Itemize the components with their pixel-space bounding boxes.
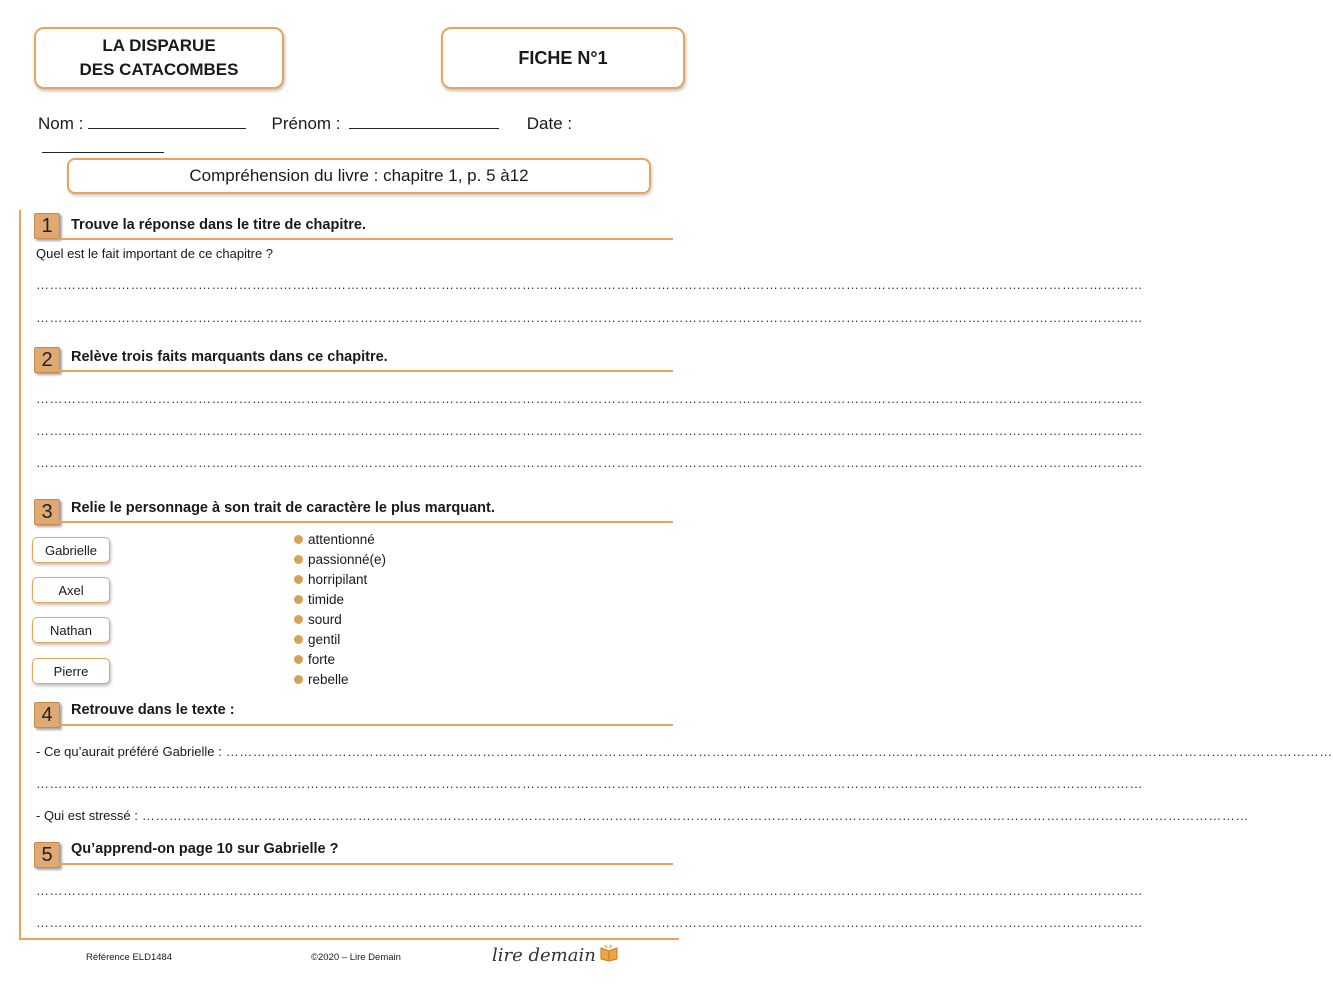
fiche-box xyxy=(441,27,685,89)
question-4-title: Retrouve dans le texte : xyxy=(71,702,235,718)
chapter-box xyxy=(67,158,651,194)
student-fields xyxy=(38,110,683,134)
trait-item[interactable]: forte xyxy=(294,649,494,669)
prenom-field[interactable] xyxy=(349,110,499,129)
answer-line[interactable]: ………………………………………………………………………………………………………………………………………………………………………………………………………………………… xyxy=(36,883,1143,898)
answer-line[interactable]: ………………………………………………………………………………………………………………………………………………………………………………………………………………………… xyxy=(225,744,1333,759)
character-axel[interactable]: Axel xyxy=(32,577,110,603)
bullet-dot-icon xyxy=(294,655,303,664)
bullet-dot-icon xyxy=(294,555,303,564)
prenom-label: Prénom : xyxy=(271,114,341,133)
answer-line[interactable]: ………………………………………………………………………………………………………………………………………………………………………………………………………………………… xyxy=(36,277,1143,292)
question-2-title: Relève trois faits marquants dans ce chapitre. xyxy=(71,349,388,365)
question-4-line-2 xyxy=(36,808,1249,823)
date-label: Date : xyxy=(526,114,573,133)
question-3-title: Relie le personnage à son trait de caractère le plus marquant. xyxy=(71,500,495,516)
trait-item[interactable]: rebelle xyxy=(294,669,494,689)
lire-demain-logo xyxy=(492,944,619,967)
question-1-title: Trouve la réponse dans le titre de chapitre. xyxy=(71,217,366,233)
footer-copyright: ©2020 – Lire Demain xyxy=(311,952,401,963)
logo-text: lire demain xyxy=(492,945,596,966)
chapter-label: Compréhension du livre : chapitre 1, p. 5 à12 xyxy=(189,166,529,185)
book-title-line1: LA DISPARUE xyxy=(102,36,216,55)
question-3-number: 3 xyxy=(34,499,60,525)
question-1-rule xyxy=(58,238,673,240)
answer-line[interactable]: ………………………………………………………………………………………………………………………………………………………………………………………………………………………… xyxy=(141,808,1249,823)
question-5-number: 5 xyxy=(34,842,60,868)
nom-label: Nom : xyxy=(38,114,84,133)
character-gabrielle[interactable]: Gabrielle xyxy=(32,537,110,563)
answer-line[interactable]: ………………………………………………………………………………………………………………………………………………………………………………………………………………………… xyxy=(36,455,1143,470)
traits-list xyxy=(294,529,494,689)
question-5-rule xyxy=(58,863,673,865)
trait-item[interactable]: gentil xyxy=(294,629,494,649)
date-field[interactable] xyxy=(42,134,164,153)
question-2-number: 2 xyxy=(34,347,60,373)
bullet-dot-icon xyxy=(294,535,303,544)
question-4-prompt-2: - Qui est stressé : xyxy=(36,808,138,823)
bullet-dot-icon xyxy=(294,675,303,684)
character-nathan[interactable]: Nathan xyxy=(32,617,110,643)
question-3-rule xyxy=(58,521,673,523)
character-pierre[interactable]: Pierre xyxy=(32,658,110,684)
trait-item[interactable]: attentionné xyxy=(294,529,494,549)
bullet-dot-icon xyxy=(294,615,303,624)
answer-line[interactable]: ………………………………………………………………………………………………………………………………………………………………………………………………………………………… xyxy=(36,310,1143,325)
book-title-box xyxy=(34,27,284,89)
answer-line[interactable]: ………………………………………………………………………………………………………………………………………………………………………………………………………………………… xyxy=(36,915,1143,930)
question-1-number: 1 xyxy=(34,213,60,239)
answer-line[interactable]: ………………………………………………………………………………………………………………………………………………………………………………………………………………………… xyxy=(36,391,1143,406)
question-1-prompt: Quel est le fait important de ce chapitre ? xyxy=(36,246,274,261)
footer-rule xyxy=(19,938,679,940)
bullet-dot-icon xyxy=(294,575,303,584)
question-4-number: 4 xyxy=(34,702,60,728)
question-4-line-1 xyxy=(36,744,1333,759)
trait-item[interactable]: passionné(e) xyxy=(294,549,494,569)
left-margin-rule xyxy=(19,210,21,940)
book-title-line2: DES CATACOMBES xyxy=(79,60,239,79)
book-icon xyxy=(599,944,619,967)
bullet-dot-icon xyxy=(294,595,303,604)
answer-line[interactable]: ………………………………………………………………………………………………………………………………………………………………………………………………………………………… xyxy=(36,423,1143,438)
bullet-dot-icon xyxy=(294,635,303,644)
nom-field[interactable] xyxy=(88,110,246,129)
question-4-rule xyxy=(58,724,673,726)
fiche-number: FICHE N°1 xyxy=(518,48,608,68)
trait-item[interactable]: horripilant xyxy=(294,569,494,589)
trait-item[interactable]: sourd xyxy=(294,609,494,629)
question-4-prompt-1: - Ce qu’aurait préféré Gabrielle : xyxy=(36,744,222,759)
question-5-title: Qu’apprend-on page 10 sur Gabrielle ? xyxy=(71,841,339,857)
trait-item[interactable]: timide xyxy=(294,589,494,609)
footer-reference: Référence ELD1484 xyxy=(86,952,173,963)
question-2-rule xyxy=(58,370,673,372)
answer-line[interactable]: ………………………………………………………………………………………………………………………………………………………………………………………………………………………… xyxy=(36,776,1143,791)
